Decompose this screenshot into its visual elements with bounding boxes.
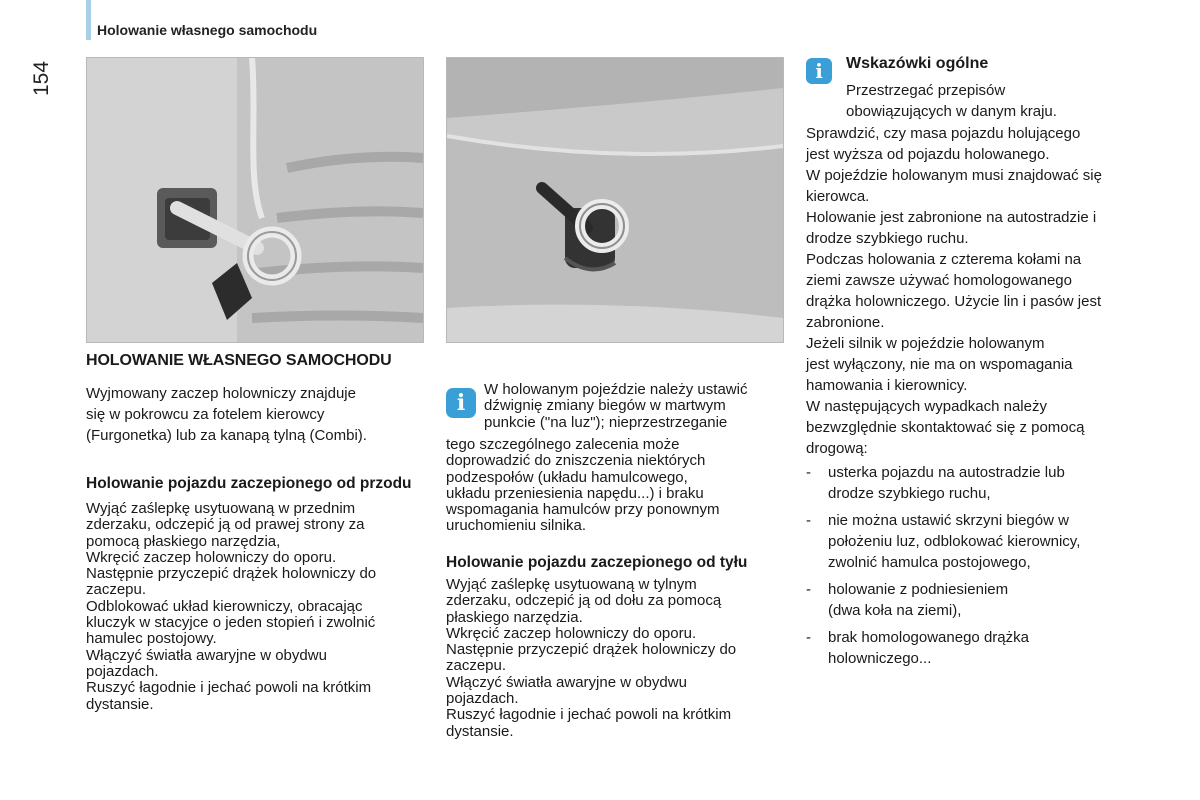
info-icon: i bbox=[806, 58, 832, 84]
step-line: Następnie przyczepić drążek holowniczy do bbox=[446, 641, 737, 659]
general-tips-body bbox=[806, 123, 1151, 459]
tip-line: bezwzględnie skontaktować się z pomocą bbox=[806, 419, 1085, 436]
step-line: hamulec postojowy. bbox=[86, 630, 217, 648]
info-icon: i bbox=[446, 388, 476, 418]
step-line: Wyjąć zaślepkę usytuowaną w przednim bbox=[86, 500, 356, 517]
step-line: Wkręcić zaczep holowniczy do oporu. bbox=[446, 624, 697, 642]
step-line: zaczepu. bbox=[446, 657, 507, 675]
step-line: pojazdach. bbox=[446, 690, 519, 708]
rear-towing-heading: Holowanie pojazdu zaczepionego od tyłu bbox=[446, 554, 748, 571]
note-line: wspomagania hamulców przy ponownym bbox=[446, 501, 720, 519]
section-title: HOLOWANIE WŁASNEGO SAMOCHODU bbox=[86, 352, 392, 369]
rear-towing-steps bbox=[446, 577, 791, 740]
step-line: Ruszyć łagodnie i jechać powoli na krótkim bbox=[446, 706, 732, 724]
bullet-line: usterka pojazdu na autostradzie lub bbox=[828, 464, 1065, 481]
bullet-line: położeniu luz, odblokować kierownicy, bbox=[828, 533, 1081, 550]
step-line: dystansie. bbox=[86, 695, 154, 713]
tip-line: kierowca. bbox=[806, 188, 870, 205]
bullet-line: zwolnić hamulca postojowego, bbox=[828, 554, 1031, 571]
tip-line: Podczas holowania z czterema kołami na bbox=[806, 251, 1082, 268]
intro-paragraph bbox=[86, 383, 426, 446]
bullet-line: (dwa koła na ziemi), bbox=[828, 602, 962, 619]
bullet-list bbox=[806, 462, 1151, 669]
step-line: zderzaku, odczepić ją od prawej strony za bbox=[86, 516, 365, 534]
step-line: Wkręcić zaczep holowniczy do oporu. bbox=[86, 548, 337, 566]
note-line: punkcie ("na luz"); nieprzestrzeganie bbox=[484, 413, 728, 431]
tip-line: Przestrzegać przepisów bbox=[846, 82, 1006, 99]
bullet-line: holowniczego... bbox=[828, 650, 932, 667]
front-towing-heading: Holowanie pojazdu zaczepionego od przodu bbox=[86, 475, 412, 492]
tip-line: jest wyższa od pojazdu holowanego. bbox=[806, 146, 1050, 163]
step-line: zderzaku, odczepić ją od dołu za pomocą bbox=[446, 592, 722, 610]
list-item bbox=[806, 627, 1151, 669]
note-line: dźwignię zmiany biegów w martwym bbox=[484, 397, 726, 415]
list-item bbox=[806, 462, 1151, 504]
bullet-line: brak homologowanego drążka bbox=[828, 629, 1029, 646]
tip-line: Jeżeli silnik w pojeździe holowanym bbox=[806, 335, 1045, 352]
bullet-line: holowanie z podniesieniem bbox=[828, 581, 1009, 598]
tip-line: Holowanie jest zabronione na autostradzie i bbox=[806, 209, 1097, 226]
bullet-line: nie można ustawić skrzyni biegów w bbox=[828, 512, 1069, 529]
bullet-text bbox=[828, 462, 1151, 504]
tip-line: drodze szybkiego ruchu. bbox=[806, 230, 969, 247]
tip-line: obowiązujących w danym kraju. bbox=[846, 103, 1057, 120]
bullet-line: drodze szybkiego ruchu, bbox=[828, 485, 991, 502]
neutral-gear-note-indented bbox=[484, 382, 789, 431]
tip-line: zabronione. bbox=[806, 314, 885, 331]
list-item bbox=[806, 579, 1151, 621]
bullet-dash: - bbox=[806, 464, 811, 481]
step-line: pomocą płaskiego narzędzia, bbox=[86, 532, 281, 550]
note-line: podzespołów (układu hamulcowego, bbox=[446, 468, 688, 486]
step-line: płaskiego narzędzia. bbox=[446, 608, 583, 626]
front-tow-eye-illustration bbox=[87, 58, 423, 342]
general-tips-heading: Wskazówki ogólne bbox=[846, 55, 989, 72]
step-line: dystansie. bbox=[446, 722, 514, 740]
step-line: Włączyć światła awaryjne w obydwu bbox=[86, 646, 327, 664]
front-tow-eye-photo bbox=[86, 57, 424, 343]
tip-line: hamowania i kierownicy. bbox=[806, 377, 968, 394]
front-towing-steps bbox=[86, 501, 426, 713]
page-number: 154 bbox=[30, 60, 53, 96]
step-line: Ruszyć łagodnie i jechać powoli na krótkim bbox=[86, 679, 372, 697]
tip-line: jest wyłączony, nie ma on wspomagania bbox=[806, 356, 1073, 373]
general-tips-indented bbox=[846, 80, 1146, 122]
step-line: kluczyk w stacyjce o jeden stopień i zwolnić bbox=[86, 614, 376, 632]
note-line: tego szczególnego zalecenia może bbox=[446, 436, 680, 453]
tip-line: drążka holowniczego. Użycie lin i pasów jest bbox=[806, 293, 1102, 310]
header-accent-bar bbox=[86, 0, 91, 40]
step-line: zaczepu. bbox=[86, 581, 147, 599]
bullet-dash: - bbox=[806, 581, 811, 598]
neutral-gear-note bbox=[446, 437, 791, 535]
note-line: W holowanym pojeździe należy ustawić bbox=[484, 381, 748, 398]
intro-line: się w pokrowcu za fotelem kierowcy bbox=[86, 406, 325, 423]
tip-line: drogową: bbox=[806, 440, 868, 457]
bullet-dash: - bbox=[806, 512, 811, 529]
rear-tow-eye-photo bbox=[446, 57, 784, 343]
step-line: Następnie przyczepić drążek holowniczy do bbox=[86, 565, 377, 583]
tip-line: ziemi zawsze używać homologowanego bbox=[806, 272, 1072, 289]
intro-line: Wyjmowany zaczep holowniczy znajduje bbox=[86, 385, 356, 402]
bullet-text bbox=[828, 510, 1151, 573]
bullet-dash: - bbox=[806, 629, 811, 646]
intro-line: (Furgonetka) lub za kanapą tylną (Combi). bbox=[86, 427, 367, 444]
rear-tow-eye-illustration bbox=[447, 58, 783, 342]
page-header-title: Holowanie własnego samochodu bbox=[97, 22, 318, 38]
note-line: uruchomieniu silnika. bbox=[446, 517, 587, 535]
tip-line: W pojeździe holowanym musi znajdować się bbox=[806, 167, 1102, 184]
step-line: Włączyć światła awaryjne w obydwu bbox=[446, 673, 687, 691]
step-line: Odblokować układ kierowniczy, obracając bbox=[86, 597, 363, 615]
step-line: pojazdach. bbox=[86, 662, 159, 680]
bullet-text bbox=[828, 627, 1151, 669]
bullet-text bbox=[828, 579, 1151, 621]
tip-line: W następujących wypadkach należy bbox=[806, 398, 1047, 415]
note-line: doprowadzić do zniszczenia niektórych bbox=[446, 452, 706, 470]
list-item bbox=[806, 510, 1151, 573]
tip-line: Sprawdzić, czy masa pojazdu holującego bbox=[806, 125, 1081, 142]
step-line: Wyjąć zaślepkę usytuowaną w tylnym bbox=[446, 576, 697, 593]
note-line: układu przeniesienia napędu...) i braku bbox=[446, 484, 704, 502]
